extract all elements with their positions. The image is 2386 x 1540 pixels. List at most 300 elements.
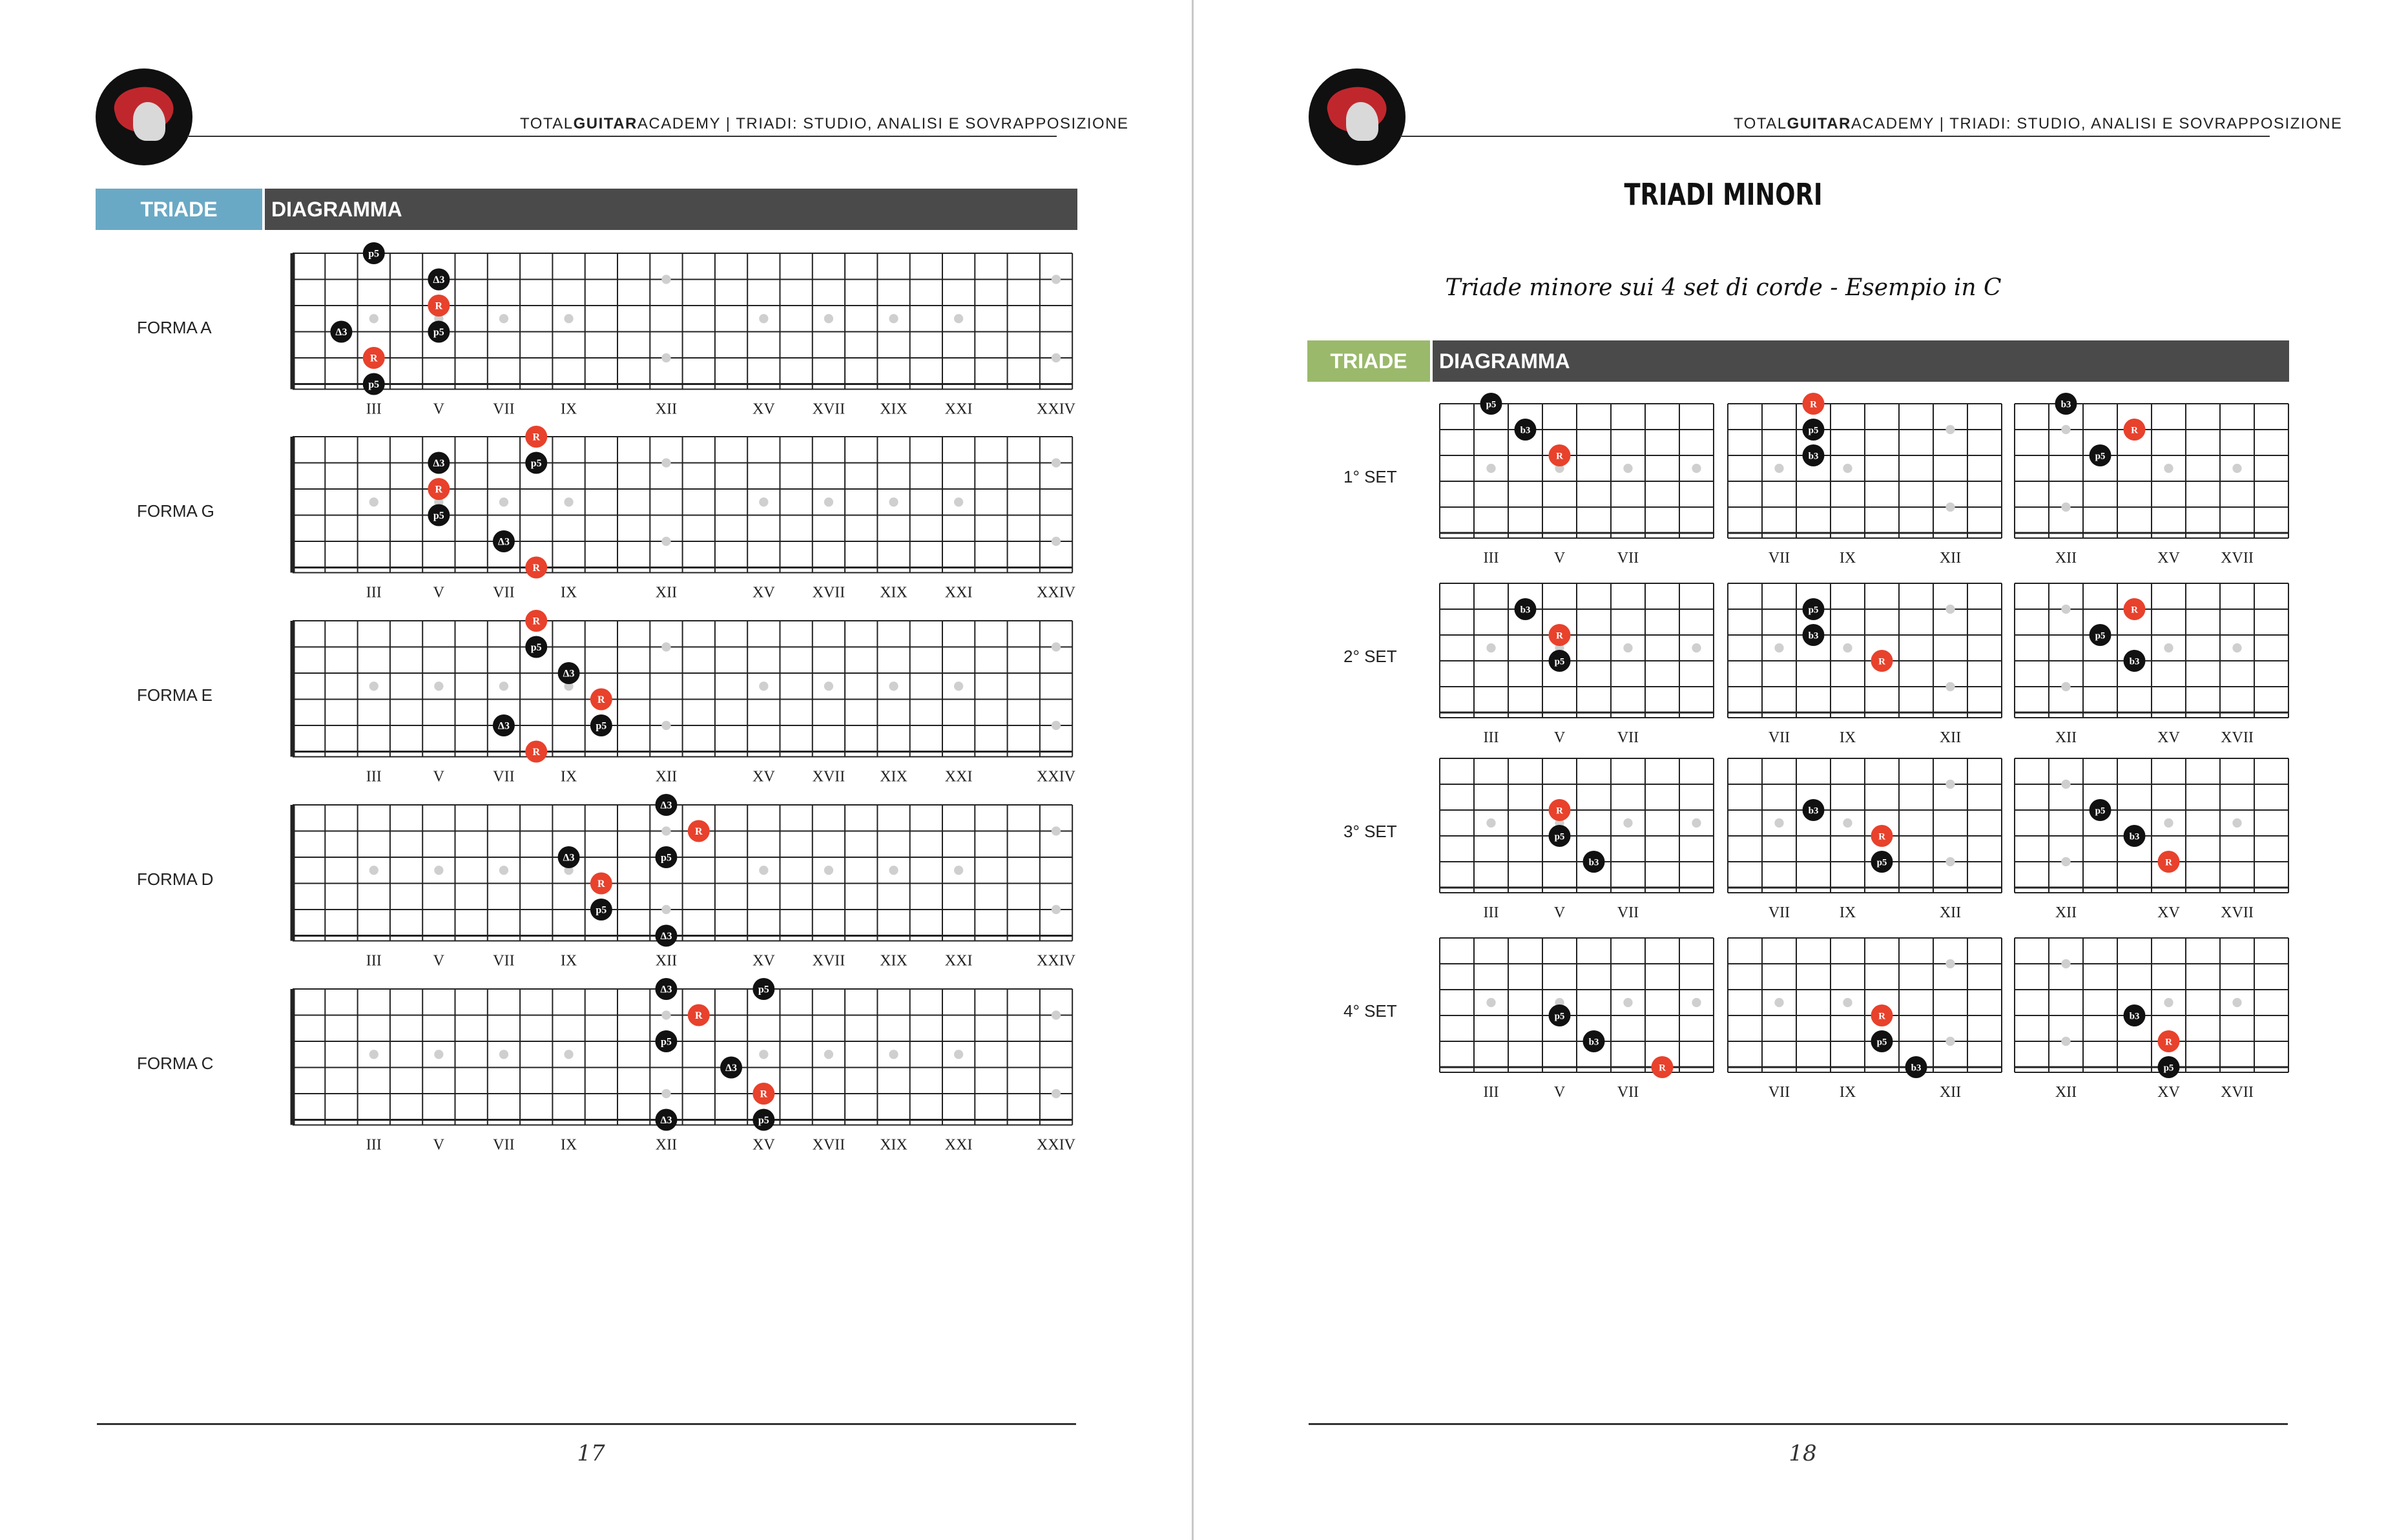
fret-inlay — [889, 1050, 898, 1059]
fret-inlay — [1052, 353, 1061, 362]
note-label: R — [597, 879, 605, 890]
fret-inlay — [759, 1050, 768, 1059]
note-label: p5 — [1808, 425, 1819, 436]
fret-inlay — [434, 866, 443, 875]
fret-inlay — [434, 1050, 443, 1059]
fret-inlay — [499, 1050, 508, 1059]
fret-inlay — [369, 1050, 379, 1059]
fret-number-label: XII — [2055, 729, 2077, 746]
fret-inlay — [1945, 605, 1955, 614]
note-label: p5 — [596, 720, 607, 732]
fret-number-label: XII — [1939, 904, 1962, 921]
note-label: b3 — [1911, 1063, 1922, 1074]
brand-total: TOTAL — [520, 115, 574, 132]
fretboard-diagram — [1433, 744, 1746, 930]
fret-number-label: VII — [493, 584, 515, 601]
fret-number-label: XII — [2055, 550, 2077, 567]
page-number: 18 — [1789, 1441, 1817, 1466]
page-number: 17 — [577, 1441, 605, 1466]
fret-inlay — [2061, 682, 2070, 691]
fret-inlay — [2164, 998, 2173, 1007]
fret-inlay — [2061, 503, 2070, 512]
note-label: p5 — [1554, 656, 1565, 667]
fret-number-label: XII — [1939, 729, 1962, 746]
fret-inlay — [2061, 857, 2070, 866]
fret-inlay — [889, 682, 898, 691]
note-label: p5 — [596, 904, 607, 916]
fret-inlay — [824, 866, 833, 875]
fret-inlay — [1486, 464, 1495, 473]
fret-inlay — [661, 458, 670, 467]
note-label: R — [435, 300, 443, 312]
note-label: p5 — [368, 248, 380, 260]
fret-inlay — [759, 682, 768, 691]
header-title: | TRIADI: STUDIO, ANALISI E SOVRAPPOSIZIONE — [720, 115, 1129, 132]
triade-header: TRIADE — [96, 189, 262, 230]
fret-inlay — [661, 353, 670, 362]
fret-number-label: XV — [2157, 1084, 2180, 1101]
fret-inlay — [1774, 998, 1783, 1007]
fret-number-label: XXI — [944, 768, 973, 786]
fret-inlay — [1052, 642, 1061, 651]
fretboard-diagram — [286, 606, 1105, 795]
fret-inlay — [499, 497, 508, 506]
note-label: p5 — [1876, 1037, 1887, 1048]
fret-inlay — [2061, 425, 2070, 434]
fret-inlay — [954, 314, 963, 323]
fret-number-label: VII — [1768, 1084, 1790, 1101]
fret-inlay — [1692, 643, 1701, 652]
note-label: Δ3 — [660, 800, 672, 811]
fret-inlay — [661, 1010, 670, 1019]
fret-number-label: V — [433, 952, 445, 970]
right-page — [1194, 0, 2386, 1540]
note-label: R — [1878, 656, 1885, 667]
fret-number-label: XVII — [812, 1136, 845, 1154]
fret-number-label: XV — [752, 952, 775, 970]
fret-inlay — [661, 537, 670, 546]
fret-inlay — [1945, 503, 1955, 512]
fret-inlay — [1052, 721, 1061, 730]
note-label: p5 — [1876, 857, 1887, 868]
fret-inlay — [499, 866, 508, 875]
note-label: b3 — [1588, 857, 1599, 868]
fret-number-label: XVII — [812, 584, 845, 601]
header-title: | TRIADI: STUDIO, ANALISI E SOVRAPPOSIZIONE — [1934, 115, 2343, 132]
fret-number-label: XV — [2157, 550, 2180, 567]
fretboard-diagram — [1721, 389, 2034, 576]
fret-inlay — [369, 314, 379, 323]
fretboard-diagram — [1721, 744, 2034, 930]
shape-label: FORMA E — [137, 685, 213, 705]
fret-number-label: XXI — [944, 1136, 973, 1154]
fretboard-diagram — [1721, 923, 2034, 1110]
fret-number-label: XXI — [944, 401, 973, 418]
fret-inlay — [1623, 464, 1632, 473]
fret-inlay — [2232, 818, 2241, 827]
fret-inlay — [661, 642, 670, 651]
set-label: 2° SET — [1343, 647, 1397, 666]
fret-inlay — [954, 1050, 963, 1059]
header-rule — [1400, 136, 2270, 137]
fret-number-label: III — [1483, 550, 1499, 567]
fret-inlay — [2061, 605, 2070, 614]
fret-inlay — [2232, 998, 2241, 1007]
fret-inlay — [1486, 998, 1495, 1007]
fret-number-label: XIX — [880, 401, 908, 418]
fret-number-label: VII — [493, 768, 515, 786]
fret-inlay — [824, 682, 833, 691]
fret-inlay — [2061, 959, 2070, 968]
note-label: Δ3 — [497, 536, 510, 548]
fret-number-label: VII — [1768, 729, 1790, 746]
note-label: R — [1878, 1011, 1885, 1022]
note-label: R — [760, 1088, 768, 1100]
fret-number-label: XV — [2157, 729, 2180, 746]
fret-inlay — [1843, 643, 1852, 652]
fret-number-label: XV — [752, 584, 775, 601]
fret-number-label: VII — [1768, 550, 1790, 567]
academy-logo — [1309, 68, 1406, 165]
note-label: p5 — [660, 1036, 672, 1048]
fret-inlay — [369, 497, 379, 506]
fretboard-diagram — [286, 238, 1105, 427]
fret-inlay — [2164, 643, 2173, 652]
fret-inlay — [759, 497, 768, 506]
note-label: R — [2131, 425, 2138, 436]
fret-number-label: XXIV — [1037, 584, 1076, 601]
note-label: b3 — [2129, 656, 2140, 667]
note-label: R — [435, 484, 443, 495]
fret-inlay — [759, 866, 768, 875]
fret-number-label: XIX — [880, 952, 908, 970]
fretboard-diagram — [2008, 744, 2321, 930]
fret-number-label: VII — [1617, 550, 1639, 567]
fret-number-label: VII — [493, 1136, 515, 1154]
note-label: p5 — [2095, 451, 2106, 462]
set-label: 3° SET — [1343, 822, 1397, 841]
fret-inlay — [1945, 682, 1955, 691]
note-label: Δ3 — [335, 327, 348, 338]
set-label: 1° SET — [1343, 467, 1397, 486]
fret-inlay — [369, 866, 379, 875]
brand-academy: ACADEMY — [637, 115, 721, 132]
note-label: R — [694, 1010, 703, 1022]
note-label: R — [1556, 630, 1563, 641]
fret-inlay — [1692, 818, 1701, 827]
header-rule — [187, 136, 1057, 137]
fretboard-diagram — [286, 422, 1105, 610]
note-label: b3 — [1520, 425, 1531, 436]
note-label: p5 — [2095, 806, 2106, 817]
fret-number-label: XXIV — [1037, 1136, 1076, 1154]
fret-inlay — [1623, 998, 1632, 1007]
fret-number-label: XV — [752, 768, 775, 786]
fret-inlay — [954, 497, 963, 506]
fret-number-label: VII — [493, 401, 515, 418]
shape-label: FORMA A — [137, 318, 212, 337]
fret-number-label: XII — [655, 401, 678, 418]
fretboard-diagram — [1433, 923, 1746, 1110]
fret-number-label: VII — [1768, 904, 1790, 921]
footer-rule — [97, 1423, 1076, 1425]
fret-inlay — [1945, 959, 1955, 968]
fret-inlay — [1774, 464, 1783, 473]
fret-inlay — [564, 497, 573, 506]
note-label: R — [369, 353, 378, 364]
fret-number-label: VII — [1617, 1084, 1639, 1101]
shape-label: FORMA C — [137, 1054, 214, 1073]
fret-number-label: IX — [1839, 550, 1856, 567]
shape-label: FORMA G — [137, 501, 214, 521]
page-subtitle: Triade minore sui 4 set di corde - Esempio in C — [1445, 275, 2002, 301]
note-label: R — [597, 694, 605, 706]
fret-inlay — [1843, 464, 1852, 473]
note-label: Δ3 — [563, 668, 575, 680]
fret-inlay — [564, 314, 573, 323]
note-label: b3 — [1520, 605, 1531, 616]
fret-number-label: XVII — [812, 952, 845, 970]
running-header — [520, 115, 1129, 133]
fret-inlay — [2061, 780, 2070, 789]
fretboard-diagram — [1721, 568, 2034, 755]
note-label: p5 — [1554, 1011, 1565, 1022]
fret-inlay — [1623, 643, 1632, 652]
fret-inlay — [824, 314, 833, 323]
fret-inlay — [499, 682, 508, 691]
fret-number-label: XXIV — [1037, 768, 1076, 786]
fretboard-diagram — [286, 790, 1105, 979]
fret-inlay — [369, 682, 379, 691]
note-label: R — [1556, 451, 1563, 462]
fret-number-label: XXIV — [1037, 401, 1076, 418]
academy-logo — [96, 68, 192, 165]
fret-inlay — [1052, 905, 1061, 914]
note-label: R — [532, 747, 541, 758]
note-label: Δ3 — [725, 1063, 738, 1074]
fret-number-label: VII — [1617, 904, 1639, 921]
fret-number-label: IX — [1839, 904, 1856, 921]
fret-inlay — [824, 1050, 833, 1059]
fret-inlay — [661, 721, 670, 730]
fret-number-label: IX — [560, 768, 577, 786]
fret-inlay — [1052, 537, 1061, 546]
note-label: b3 — [2060, 399, 2071, 410]
fret-inlay — [2232, 643, 2241, 652]
fret-number-label: XIX — [880, 1136, 908, 1154]
footer-rule — [1309, 1423, 2288, 1425]
fret-number-label: XXIV — [1037, 952, 1076, 970]
fret-number-label: V — [1553, 729, 1566, 746]
fret-inlay — [661, 826, 670, 835]
note-label: Δ3 — [563, 852, 575, 864]
fret-number-label: VII — [1617, 729, 1639, 746]
shape-label: FORMA D — [137, 869, 214, 889]
note-label: p5 — [433, 510, 444, 522]
fret-number-label: XVII — [2221, 729, 2254, 746]
note-label: p5 — [2163, 1063, 2174, 1074]
fret-number-label: V — [433, 768, 445, 786]
fret-inlay — [1774, 818, 1783, 827]
fret-number-label: V — [1553, 904, 1566, 921]
fret-inlay — [1945, 780, 1955, 789]
fret-number-label: III — [1483, 729, 1499, 746]
note-label: p5 — [530, 642, 542, 654]
fretboard-diagram — [2008, 568, 2321, 755]
fret-inlay — [499, 314, 508, 323]
note-label: p5 — [758, 984, 769, 995]
note-label: R — [1659, 1063, 1666, 1074]
note-label: R — [1878, 831, 1885, 842]
fret-inlay — [1052, 826, 1061, 835]
note-label: Δ3 — [433, 458, 445, 470]
running-header — [1734, 115, 2343, 133]
fret-number-label: III — [366, 768, 382, 786]
fret-inlay — [1692, 998, 1701, 1007]
fret-inlay — [954, 682, 963, 691]
note-label: p5 — [758, 1115, 769, 1127]
fretboard-diagram — [1433, 568, 1746, 755]
fret-number-label: XIX — [880, 584, 908, 601]
brand-guitar: GUITAR — [1787, 115, 1851, 132]
note-label: R — [532, 616, 541, 627]
fret-number-label: XII — [655, 584, 678, 601]
fret-number-label: XII — [655, 952, 678, 970]
fret-number-label: XII — [1939, 550, 1962, 567]
note-label: R — [1556, 806, 1563, 817]
fret-number-label: III — [1483, 1084, 1499, 1101]
triade-header: TRIADE — [1307, 340, 1430, 382]
note-label: b3 — [1808, 451, 1819, 462]
fret-inlay — [2061, 1037, 2070, 1046]
note-label: p5 — [1808, 605, 1819, 616]
note-label: p5 — [2095, 630, 2106, 641]
fret-inlay — [661, 275, 670, 284]
fret-inlay — [889, 314, 898, 323]
fret-number-label: XXI — [944, 584, 973, 601]
fret-number-label: XVII — [2221, 550, 2254, 567]
fret-number-label: XXI — [944, 952, 973, 970]
fret-inlay — [1774, 643, 1783, 652]
page-title: TRIADI MINORI — [1624, 177, 1823, 212]
fret-inlay — [1692, 464, 1701, 473]
fret-inlay — [1843, 998, 1852, 1007]
fret-number-label: XV — [752, 1136, 775, 1154]
fret-number-label: XII — [655, 768, 678, 786]
fret-number-label: III — [366, 401, 382, 418]
brand-guitar: GUITAR — [573, 115, 638, 132]
fret-number-label: IX — [1839, 1084, 1856, 1101]
note-label: Δ3 — [660, 1115, 672, 1127]
fret-inlay — [1945, 425, 1955, 434]
fret-number-label: IX — [560, 584, 577, 601]
fret-number-label: IX — [560, 401, 577, 418]
fret-inlay — [2164, 818, 2173, 827]
note-label: R — [532, 563, 541, 574]
note-label: b3 — [2129, 1011, 2140, 1022]
fretboard-diagram — [2008, 389, 2321, 576]
fret-number-label: XII — [1939, 1084, 1962, 1101]
note-label: R — [2131, 605, 2138, 616]
note-label: p5 — [530, 458, 542, 470]
fretboard-diagram — [286, 974, 1105, 1163]
fret-number-label: XV — [2157, 904, 2180, 921]
diagramma-header: DIAGRAMMA — [1433, 340, 2289, 382]
fret-inlay — [1623, 818, 1632, 827]
fret-inlay — [1052, 275, 1061, 284]
fretboard-diagram — [1433, 389, 1746, 576]
note-label: p5 — [660, 852, 672, 864]
note-label: b3 — [1808, 806, 1819, 817]
note-label: R — [532, 432, 541, 443]
diagramma-header: DIAGRAMMA — [265, 189, 1077, 230]
note-label: R — [2165, 857, 2172, 868]
fret-number-label: XII — [2055, 904, 2077, 921]
fret-number-label: V — [433, 401, 445, 418]
note-label: b3 — [1588, 1037, 1599, 1048]
fret-number-label: XVII — [812, 401, 845, 418]
fret-inlay — [889, 866, 898, 875]
note-label: Δ3 — [660, 984, 672, 995]
note-label: Δ3 — [660, 931, 672, 942]
note-label: R — [1810, 399, 1817, 410]
fret-number-label: V — [433, 584, 445, 601]
fret-inlay — [954, 866, 963, 875]
note-label: Δ3 — [433, 275, 445, 286]
note-label: p5 — [1554, 831, 1565, 842]
fret-inlay — [1945, 857, 1955, 866]
fret-number-label: VII — [493, 952, 515, 970]
fret-inlay — [1052, 1010, 1061, 1019]
fret-number-label: XVII — [2221, 904, 2254, 921]
fret-inlay — [889, 497, 898, 506]
left-page — [0, 0, 1192, 1540]
note-label: R — [694, 826, 703, 838]
fret-number-label: III — [366, 584, 382, 601]
fret-number-label: III — [366, 952, 382, 970]
fret-inlay — [2232, 464, 2241, 473]
fret-inlay — [1052, 1089, 1061, 1098]
fret-number-label: XII — [655, 1136, 678, 1154]
fret-number-label: III — [366, 1136, 382, 1154]
fret-inlay — [661, 1089, 670, 1098]
brand-total: TOTAL — [1734, 115, 1787, 132]
fret-inlay — [1486, 818, 1495, 827]
fret-inlay — [1052, 458, 1061, 467]
fret-number-label: XII — [2055, 1084, 2077, 1101]
note-label: R — [2165, 1037, 2172, 1048]
fret-inlay — [2164, 464, 2173, 473]
fret-number-label: IX — [1839, 729, 1856, 746]
note-label: b3 — [2129, 831, 2140, 842]
note-label: b3 — [1808, 630, 1819, 641]
note-label: p5 — [1486, 399, 1497, 410]
fret-number-label: XVII — [2221, 1084, 2254, 1101]
fret-inlay — [564, 1050, 573, 1059]
fret-inlay — [1486, 643, 1495, 652]
note-label: Δ3 — [497, 720, 510, 732]
fret-number-label: XIX — [880, 768, 908, 786]
fret-inlay — [661, 905, 670, 914]
fret-inlay — [759, 314, 768, 323]
fretboard-diagram — [2008, 923, 2321, 1110]
fret-inlay — [434, 682, 443, 691]
fret-number-label: IX — [560, 1136, 577, 1154]
fret-number-label: XVII — [812, 768, 845, 786]
fret-number-label: V — [1553, 1084, 1566, 1101]
fret-inlay — [1945, 1037, 1955, 1046]
fret-number-label: V — [1553, 550, 1566, 567]
